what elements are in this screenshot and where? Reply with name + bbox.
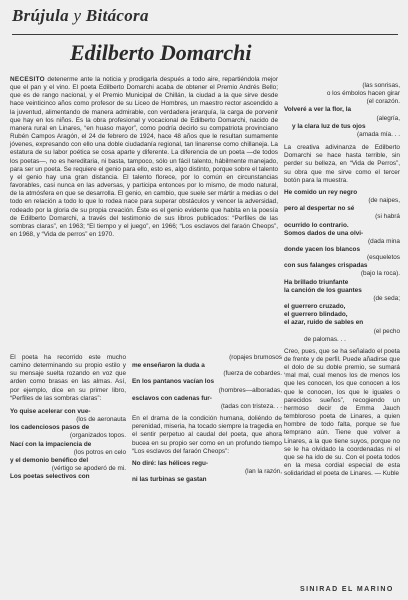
column-header (12, 6, 398, 26)
poem-line: (de seda; (373, 294, 400, 302)
article-intro (10, 76, 278, 239)
poem-line: pero al despertar no sé (284, 205, 355, 213)
poem-line: He comido un rey negro (284, 188, 358, 196)
right-prose-2: Creo, pues, que se ha señalado el poeta de frente y de perfil. Puede añadirse que el dolo de su doble premio, se sumará ‘mal mal, cual menos los de menos los que les conocen, los que conocen a los que le conocen, los que le iguales o parecidos sueños”, recogiendo un hermoso decir de Emma Jauch tembloroso poeta de Linares, a quien hombre de todo falta, porque se fue temprano aún. Tiene que volver a Linares, a la que tiene suyos, porque no se le ha olvidado la coordenadas ni el que se ha ido de su. Con el poeta todos en la mesa cordial especial de esta solidaridad el poeta de Linares. — Kuble (284, 347, 400, 478)
poem-line: ocurrido lo contrario. (284, 221, 349, 229)
poem-line: donde yacen los blancos (284, 245, 360, 253)
poem-line: (las sonrisas, (362, 82, 400, 89)
article-middle-bottom-column (132, 354, 282, 484)
poem-line: el guerrero blindado, (284, 311, 348, 319)
poem-line: (tadas con tristeza. . . (220, 402, 282, 410)
poem-line: (vértigo se apoderó de mi. (51, 465, 126, 473)
poem-line: (los potros en celo (73, 448, 126, 456)
section-word-bitacora: Bitácora (85, 6, 149, 25)
poem-line: Volveré a ver la flor, la (284, 106, 352, 114)
poem-line: (fuerza de cobardes. (223, 370, 282, 378)
poem-line: Los poetas selectivos con (10, 473, 90, 481)
poem-line: (bajo la roca). (360, 270, 400, 278)
poem-line: el guerrero cruzado, (284, 303, 346, 311)
lead-word: NECESITO (10, 76, 45, 83)
poem-line: con sus falanges crispadas (284, 262, 368, 270)
poem-line: Ha brillado triunfante (284, 278, 349, 286)
poem-line: En los pantanos vacían los (132, 378, 215, 386)
poem-line: No diré: las hélices regu- (132, 459, 209, 467)
right-prose-1: La creativa adivinanza de Edilberto Domarchi se hace hasta terrible, sin perder su belleza, en “Vida de Perros”, su obra que me sirve como el tercer botón para la muestra. (284, 144, 400, 184)
section-title (12, 6, 398, 26)
poem-line: el azar, ruido de sables en (284, 319, 364, 327)
article-title: Edilberto Domarchi (70, 40, 252, 65)
poem-line: (hombres—alboradas, (218, 386, 282, 394)
poem-line: Somos dados de una olvi- (284, 229, 364, 237)
article-left-bottom-column (10, 354, 126, 481)
header-rule (12, 34, 398, 35)
poem-line: (lan la razón, (245, 468, 282, 476)
poem-line: (alegría, (376, 114, 400, 122)
poem-line: (los de aeronauta (76, 416, 126, 424)
poem-line: la canción de los guantes (284, 286, 362, 294)
poem-line: (el corazón. (366, 98, 400, 106)
article-intro-column (10, 76, 278, 239)
poem-line: (si habrá (375, 213, 400, 221)
intro-text: detenerme ante la noticia y prodigarla después a todo aire, repartiéndola mejor que el pan y el vino. El poeta Edilberto Domarchi acaba de obtener el Premio Andrés Bello; que es de rango nacional, y el Premio Municipal de Chillán, la ciudad a la que sirve desde hace veinticinco años como profesor de su Liceo de Hombres, un maestro rector ascendido a la juventud, alimentando de manera admirable, con verdadera jerarquía, la carga de porvenir que hay en los niños. Es la obra profesional y vocacional de Edilberto Domarchi, nacido de manera rural en Linares, “en huaso mayor”, como podría decirlo su compatriota provinciano Rubén Campos Aragón, el 24 de febrero de 1924, hace 48 años que le resultan sumamente jóvenes, expresando con ello una doble ciudadanía regional, tan linarense como chillaneja. La estatura de su labor poética se cosa aparte y diferente. La diferencia de un poeta —de todos los poetas—, no es hereditaria, ni basta, tampoco, sólo un fácil talento, hábilmente manejado, para ser un poeta. Se requiere el genio para ello, esto es, algo distinto, porque sobre el talento y el genio hay una gran distancia. El talento florece, por lo común en circunstancias favorables, casi nunca en las adversas, y participa entonces por lo mismo, de modo natural, de la atmósfera en que se desarrolla. El genio, en cambio, que suele ser mártir a medias o del todo en relación a todo lo que lo rodea nace para superar obstáculos y vencer la adversidad, rodeado por la gloria de su propia creación. Éste es el genio evidente que habita en la poesía de Edilberto Domarchi, a través del testimonio de sus libros publicados: “Perfiles de las sombras claras”, en 1963; “El tiempo y el juego”, en 1966; “Los esclavos del faraón Cheops”, en 1968, y “Vida de perros” en 1970. (10, 76, 278, 238)
article-signature: SINIRAD EL MARINO (300, 586, 394, 593)
poem-line: (dada mina (368, 237, 400, 245)
poem-line: (el pecho (373, 327, 400, 335)
poem-line: (organizados topos. (69, 432, 126, 440)
poem-line: (amada mía. . . (357, 130, 400, 138)
right-poem-2 (284, 189, 400, 344)
poem-line: o los émbolos hacen girar (326, 90, 400, 98)
poem-line: (de naipes, (368, 197, 400, 205)
poem-line: (esqueletos (366, 254, 400, 262)
poem-line: me enseñaron la duda a (132, 362, 205, 370)
left-prose: El poeta ha recorrido este mucho camino determinando su propio estilo y su mensaje suelta rozando en voz que arden como brasas en las almas. Así, por ejemplo, dice en su primer libro, “Perfiles de las sombras claras”: (10, 354, 126, 402)
article-right-column (284, 82, 400, 478)
section-word-y: y (73, 6, 82, 25)
left-poem (10, 408, 126, 481)
right-poem-1 (284, 82, 400, 139)
poem-line: y la clara luz de tus ojos (292, 122, 366, 130)
poem-line: los cadenciosos pasos de (10, 424, 90, 432)
poem-line: de palomas. . . (304, 335, 346, 343)
poem-line: Yo quise acelerar con vue- (10, 407, 91, 415)
section-word-brujula: Brújula (12, 6, 69, 25)
poem-line: y el demonio benéfico del (10, 456, 89, 464)
poem-line: ni las turbinas se gastan (132, 476, 207, 484)
poem-line: esclavos con cadenas fur- (132, 394, 212, 402)
middle-poem-1 (132, 354, 282, 411)
poem-line: (ropajes brumosos (229, 354, 282, 361)
middle-prose: En el drama de la condición humana, doliéndo de perenidad, miseria, ha tocado siempre la tragedia en el sentir perpetuo al caudal del poeta, que ahora bucea en su propio ser como en un profundo tiempo “Los esclavos del faraón Cheops”: (132, 415, 282, 455)
middle-poem-2 (132, 460, 282, 484)
poem-line: Nací con la impaciencia de (10, 440, 92, 448)
